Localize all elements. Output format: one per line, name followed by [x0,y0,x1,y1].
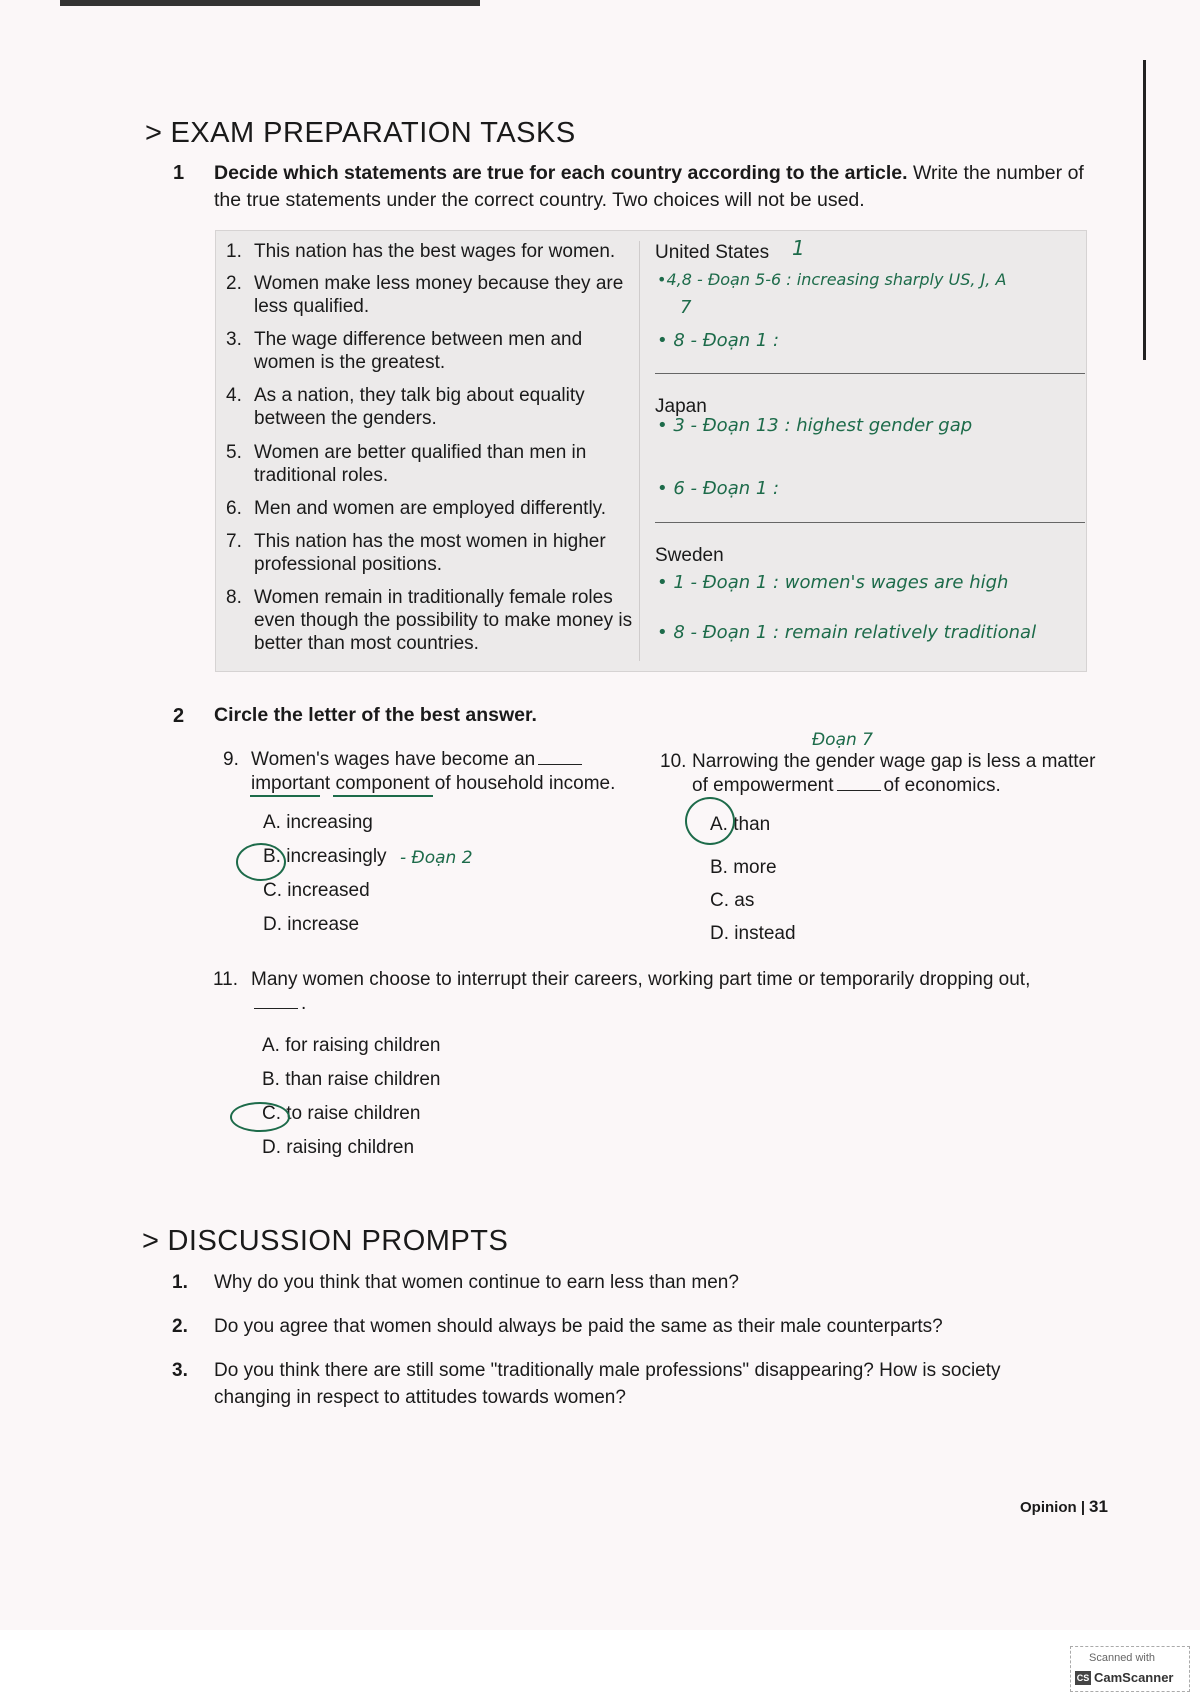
task1-instruction [214,160,1094,214]
q11-option-d: D. raising children [262,1137,415,1158]
q9-option-d: D. increase [263,914,360,935]
task1-instruction-rest: Write the number of the true statements under the correct country. Two choices will not be used. [214,162,1084,211]
japan-answer-line [655,522,1085,523]
hw-q10-note: Đoạn 7 [812,730,873,750]
hw-us-number: 1 [792,236,805,260]
country-united-states: United States [655,242,770,263]
hw-japan-line-2: • 6 - Đoạn 1 : [657,478,780,499]
question-10: 10. Narrowing the gender wage gap is less a matter of empowerment of economics. [660,751,1096,796]
q11-blank [254,1008,298,1009]
prompt-1-text: Why do you think that women continue to earn less than men? [214,1272,739,1293]
hw-japan-line-1: • 3 - Đoạn 13 : highest gender gap [657,415,973,436]
exam-section-title [145,117,576,150]
us-answer-line [655,373,1085,374]
country-japan: Japan [655,396,707,417]
hw-q9-note: - Đoạn 2 [400,848,473,868]
statement-5: 5. Women are better qualified than men in traditional roles. [226,442,587,486]
q11-option-c: C. to raise children [262,1103,421,1124]
scan-margin [0,1630,1200,1696]
exam-title-text: EXAM PREPARATION TASKS [170,117,576,149]
hw-sweden-line-1: • 1 - Đoạn 1 : women's wages are high [657,572,1009,593]
hw-sweden-line-2: • 8 - Đoạn 1 : remain relatively traditional [657,622,1037,643]
statement-6: 6. Men and women are employed differently. [226,498,607,519]
prompt-3-text: Do you think there are still some "traditionally male professions" disappearing? How is society changing in respect to attitudes towards women? [214,1360,1001,1408]
task2-instruction: Circle the letter of the best answer. [214,704,537,726]
statement-8: 8. Women remain in traditionally female roles even though the possibility to make money is better than most countries. [226,587,633,654]
q10-blank [837,790,881,791]
statement-7: 7. This nation has the most women in higher professional positions. [226,531,606,575]
q10-answer-circle [685,797,735,845]
question-9: 9. Women's wages have become an important component of household income. [223,749,616,794]
q9-answer-circle [236,843,286,881]
hw-us-line-1: •4,8 - Đoạn 5-6 : increasing sharply US, J, A [657,270,1007,289]
question-11: 11. Many women choose to interrupt their careers, working part time or temporarily dropping out,. [213,969,1031,1014]
q10-option-a: A. than [710,814,771,835]
q9-underline-important [250,795,320,797]
q9-blank [538,764,582,765]
country-sweden: Sweden [655,545,724,566]
right-edge-line [1143,60,1146,360]
q9-option-c: C. increased [263,880,370,901]
prompt-3-number: 3. [172,1360,188,1381]
camscanner-logo-icon: CS [1076,1673,1090,1683]
statement-2: 2. Women make less money because they are less qualified. [226,273,624,317]
camscanner-watermark: Scanned with CS CamScanner [1070,1646,1190,1692]
page-number: 31 [1089,1497,1108,1516]
statement-3: 3. The wage difference between men and women is the greatest. [226,329,583,373]
q10-option-d: D. instead [710,923,796,944]
prompt-2-number: 2. [172,1316,188,1337]
q9-option-b: B. increasingly [263,846,387,867]
discussion-section-title [142,1225,508,1258]
page-footer [1020,1497,1108,1517]
hw-us-line-2: 7 [680,297,692,318]
top-edge-bar [60,0,480,6]
footer-label: Opinion | [1020,1499,1086,1516]
chevron-right-icon: > [142,1225,160,1257]
statement-1: 1. This nation has the best wages for women. [226,241,616,262]
q11-option-a: A. for raising children [262,1035,441,1056]
q11-option-b: B. than raise children [262,1069,441,1090]
q10-option-b: B. more [710,857,777,878]
discussion-title-text: DISCUSSION PROMPTS [167,1225,509,1257]
hw-us-line-3: • 8 - Đoạn 1 : [657,330,780,351]
chevron-right-icon: > [145,117,163,149]
q10-option-c: C. as [710,890,755,911]
q9-underline-component [333,795,433,797]
task1-instruction-bold: Decide which statements are true for each country according to the article. [214,162,908,184]
q9-option-a: A. increasing [263,812,373,833]
prompt-1-number: 1. [172,1272,188,1293]
task2-number: 2 [173,705,185,727]
prompt-2-text: Do you agree that women should always be paid the same as their male counterparts? [214,1316,943,1337]
task1-number: 1 [173,162,185,184]
statement-4: 4. As a nation, they talk big about equality between the genders. [226,385,585,429]
q11-answer-circle [230,1102,290,1132]
